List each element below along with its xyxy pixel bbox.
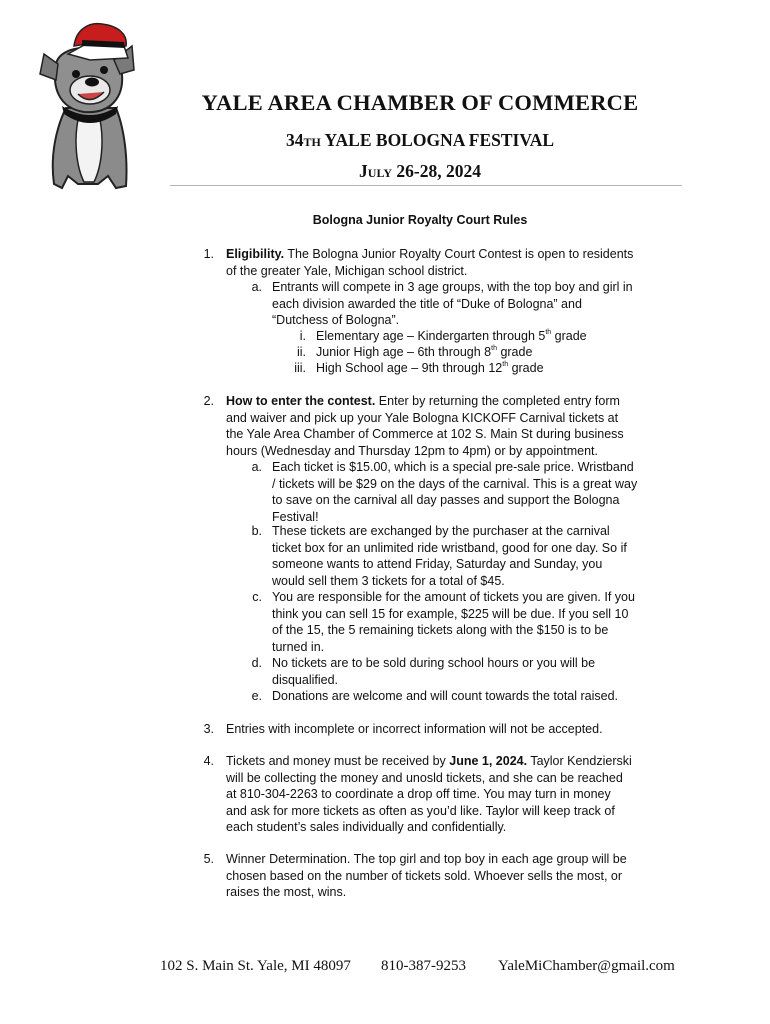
festival-title xyxy=(160,130,680,151)
rule-1a-i-marker: i. xyxy=(299,329,306,343)
ordinal-suffix: th xyxy=(491,345,497,352)
rule-5-text xyxy=(226,851,627,901)
organization-title: YALE AREA CHAMBER OF COMMERCE xyxy=(201,90,639,115)
ordinal-suffix: th xyxy=(545,329,552,336)
rule-1a-ii-marker: ii. xyxy=(296,345,306,359)
rule-2-number: 2. xyxy=(203,394,214,408)
rule-2e-marker: e. xyxy=(251,689,262,703)
rule-5-number: 5. xyxy=(203,852,214,866)
grade-word: grade xyxy=(496,345,533,359)
festival-ordinal-suffix: th xyxy=(303,130,321,150)
rule-2a-line: to save on the carnival all day passes and support the Bologna xyxy=(272,493,620,508)
rule-4-number: 4. xyxy=(203,754,214,768)
rule-1-line-1 xyxy=(226,246,633,263)
rule-5-line: chosen based on the number of tickets sold. Whoever sells the most, or xyxy=(226,868,623,883)
rule-4-line: and ask for more tickets as often as you’d like. Taylor will keep track of xyxy=(226,803,615,818)
rule-1-text xyxy=(226,246,633,279)
rule-2-line-1-rest: Enter by returning the completed entry form xyxy=(375,394,620,408)
rule-2a-marker: a. xyxy=(251,460,262,474)
rule-1a-iii-marker: iii. xyxy=(294,361,306,375)
rule-5-line: raises the most, wins. xyxy=(226,885,347,900)
rule-1a-i-text xyxy=(316,328,587,345)
rule-3-line: Entries with incomplete or incorrect information will not be accepted. xyxy=(226,722,603,736)
rule-2b-line: ticket box for an unlimited ride wristband, good for one day. So if xyxy=(272,540,627,555)
rule-3-number: 3. xyxy=(203,722,214,736)
rule-4-line-1-post: Taylor Kendzierski xyxy=(527,754,632,768)
rule-2b-text xyxy=(272,523,627,589)
age-group-high-school: High School age – 9th through 12 xyxy=(316,361,503,375)
rule-5-line: Winner Determination. The top girl and top boy in each age group will be xyxy=(226,852,627,866)
rule-3-text xyxy=(226,721,603,738)
rule-2d-line: No tickets are to be sold during school hours or you will be xyxy=(272,656,596,670)
age-group-elementary: Elementary age – Kindergarten through 5 xyxy=(316,329,546,343)
grade-word: grade xyxy=(508,361,544,375)
footer-address: 102 S. Main St. Yale, MI 48097 xyxy=(160,958,351,974)
rule-2c-line: turned in. xyxy=(272,639,325,654)
festival-dates: July 26-28, 2024 xyxy=(359,161,481,181)
rule-2-line-1 xyxy=(226,393,624,410)
rule-1-heading: Eligibility. xyxy=(226,247,285,261)
footer-phone: 810-387-9253 xyxy=(381,958,466,974)
rule-1a-line: “Dutchess of Bologna”. xyxy=(272,313,400,328)
rule-2b-line: These tickets are exchanged by the purchaser at the carnival xyxy=(272,524,610,538)
rule-2c-line: think you can sell 15 for example, $225 will be due. If you sell 10 xyxy=(272,606,629,621)
bulldog-mascot-with-hat-icon xyxy=(28,16,146,192)
rule-1-line-1-rest: The Bologna Junior Royalty Court Contest is open to residents xyxy=(284,247,634,261)
rule-2-line: the Yale Area Chamber of Commerce at 102 S. Main St during business xyxy=(226,427,624,442)
rule-4-line-1-pre: Tickets and money must be received by xyxy=(226,754,450,768)
rule-2b-line: would sell them 3 tickets for a total of $45. xyxy=(272,573,505,588)
rule-1a-line: each division awarded the title of “Duke of Bologna” and xyxy=(272,296,582,311)
document-heading: Bologna Junior Royalty Court Rules xyxy=(312,213,528,227)
grade-word: grade xyxy=(551,329,587,343)
rule-4-text xyxy=(226,753,632,836)
rule-2c-line: of the 15, the 5 remaining tickets along with the $150 is to be xyxy=(272,623,609,638)
rule-4-line: at 810-304-2263 to coordinate a drop off time. You may turn in money xyxy=(226,787,611,802)
rule-2a-line: Each ticket is $15.00, which is a special pre-sale price. Wristband xyxy=(272,460,634,474)
deadline-date: June 1, 2024. xyxy=(449,754,528,768)
rule-2d-text xyxy=(272,655,595,688)
rule-2-line: and waiver and pick up your Yale Bologna KICKOFF Carnival tickets at xyxy=(226,410,619,425)
rule-4-line-1 xyxy=(226,753,632,770)
rule-2e-line: Donations are welcome and will count towards the total raised. xyxy=(272,689,619,703)
footer-email: YaleMiChamber@gmail.com xyxy=(498,958,675,974)
rule-2c-marker: c. xyxy=(252,590,262,604)
festival-name: YALE BOLOGNA FESTIVAL xyxy=(320,130,555,150)
ordinal-suffix: th xyxy=(502,361,509,368)
festival-number: 34 xyxy=(285,130,304,150)
rule-2a-line: Festival! xyxy=(272,509,319,524)
rule-1a-text xyxy=(272,279,633,329)
rule-2b-marker: b. xyxy=(251,524,262,538)
rule-1a-marker: a. xyxy=(251,280,262,294)
rule-2-heading: How to enter the contest. xyxy=(226,394,376,408)
rule-2e-text xyxy=(272,688,618,705)
rule-2a-line: / tickets will be $29 on the days of the carnival. This is a great way xyxy=(272,476,638,491)
header-divider xyxy=(170,185,682,186)
rule-2d-marker: d. xyxy=(251,656,262,670)
rule-4-line: will be collecting the money and unosld tickets, and she can be reached xyxy=(226,770,623,785)
age-group-junior-high: Junior High age – 6th through 8 xyxy=(316,345,492,359)
rule-2c-text xyxy=(272,589,635,655)
rule-1a-line: Entrants will compete in 3 age groups, with the top boy and girl in xyxy=(272,280,633,294)
rule-1-number: 1. xyxy=(203,247,214,261)
rule-2a-text xyxy=(272,459,637,525)
rule-2-text xyxy=(226,393,624,459)
rule-1a-ii-text xyxy=(316,344,532,361)
rule-2c-line: You are responsible for the amount of tickets you are given. If you xyxy=(272,590,635,604)
rule-2b-line: someone wants to attend Friday, Saturday and Sunday, you xyxy=(272,557,603,572)
rule-2-line: hours (Wednesday and Thursday 12pm to 4pm) or by appointment. xyxy=(226,443,598,458)
rule-4-line: each student’s sales individually and confidentially. xyxy=(226,820,507,835)
rule-1a-iii-text xyxy=(316,360,544,377)
rule-2d-line: disqualified. xyxy=(272,672,339,687)
rule-1-line-2: of the greater Yale, Michigan school district. xyxy=(226,263,468,278)
